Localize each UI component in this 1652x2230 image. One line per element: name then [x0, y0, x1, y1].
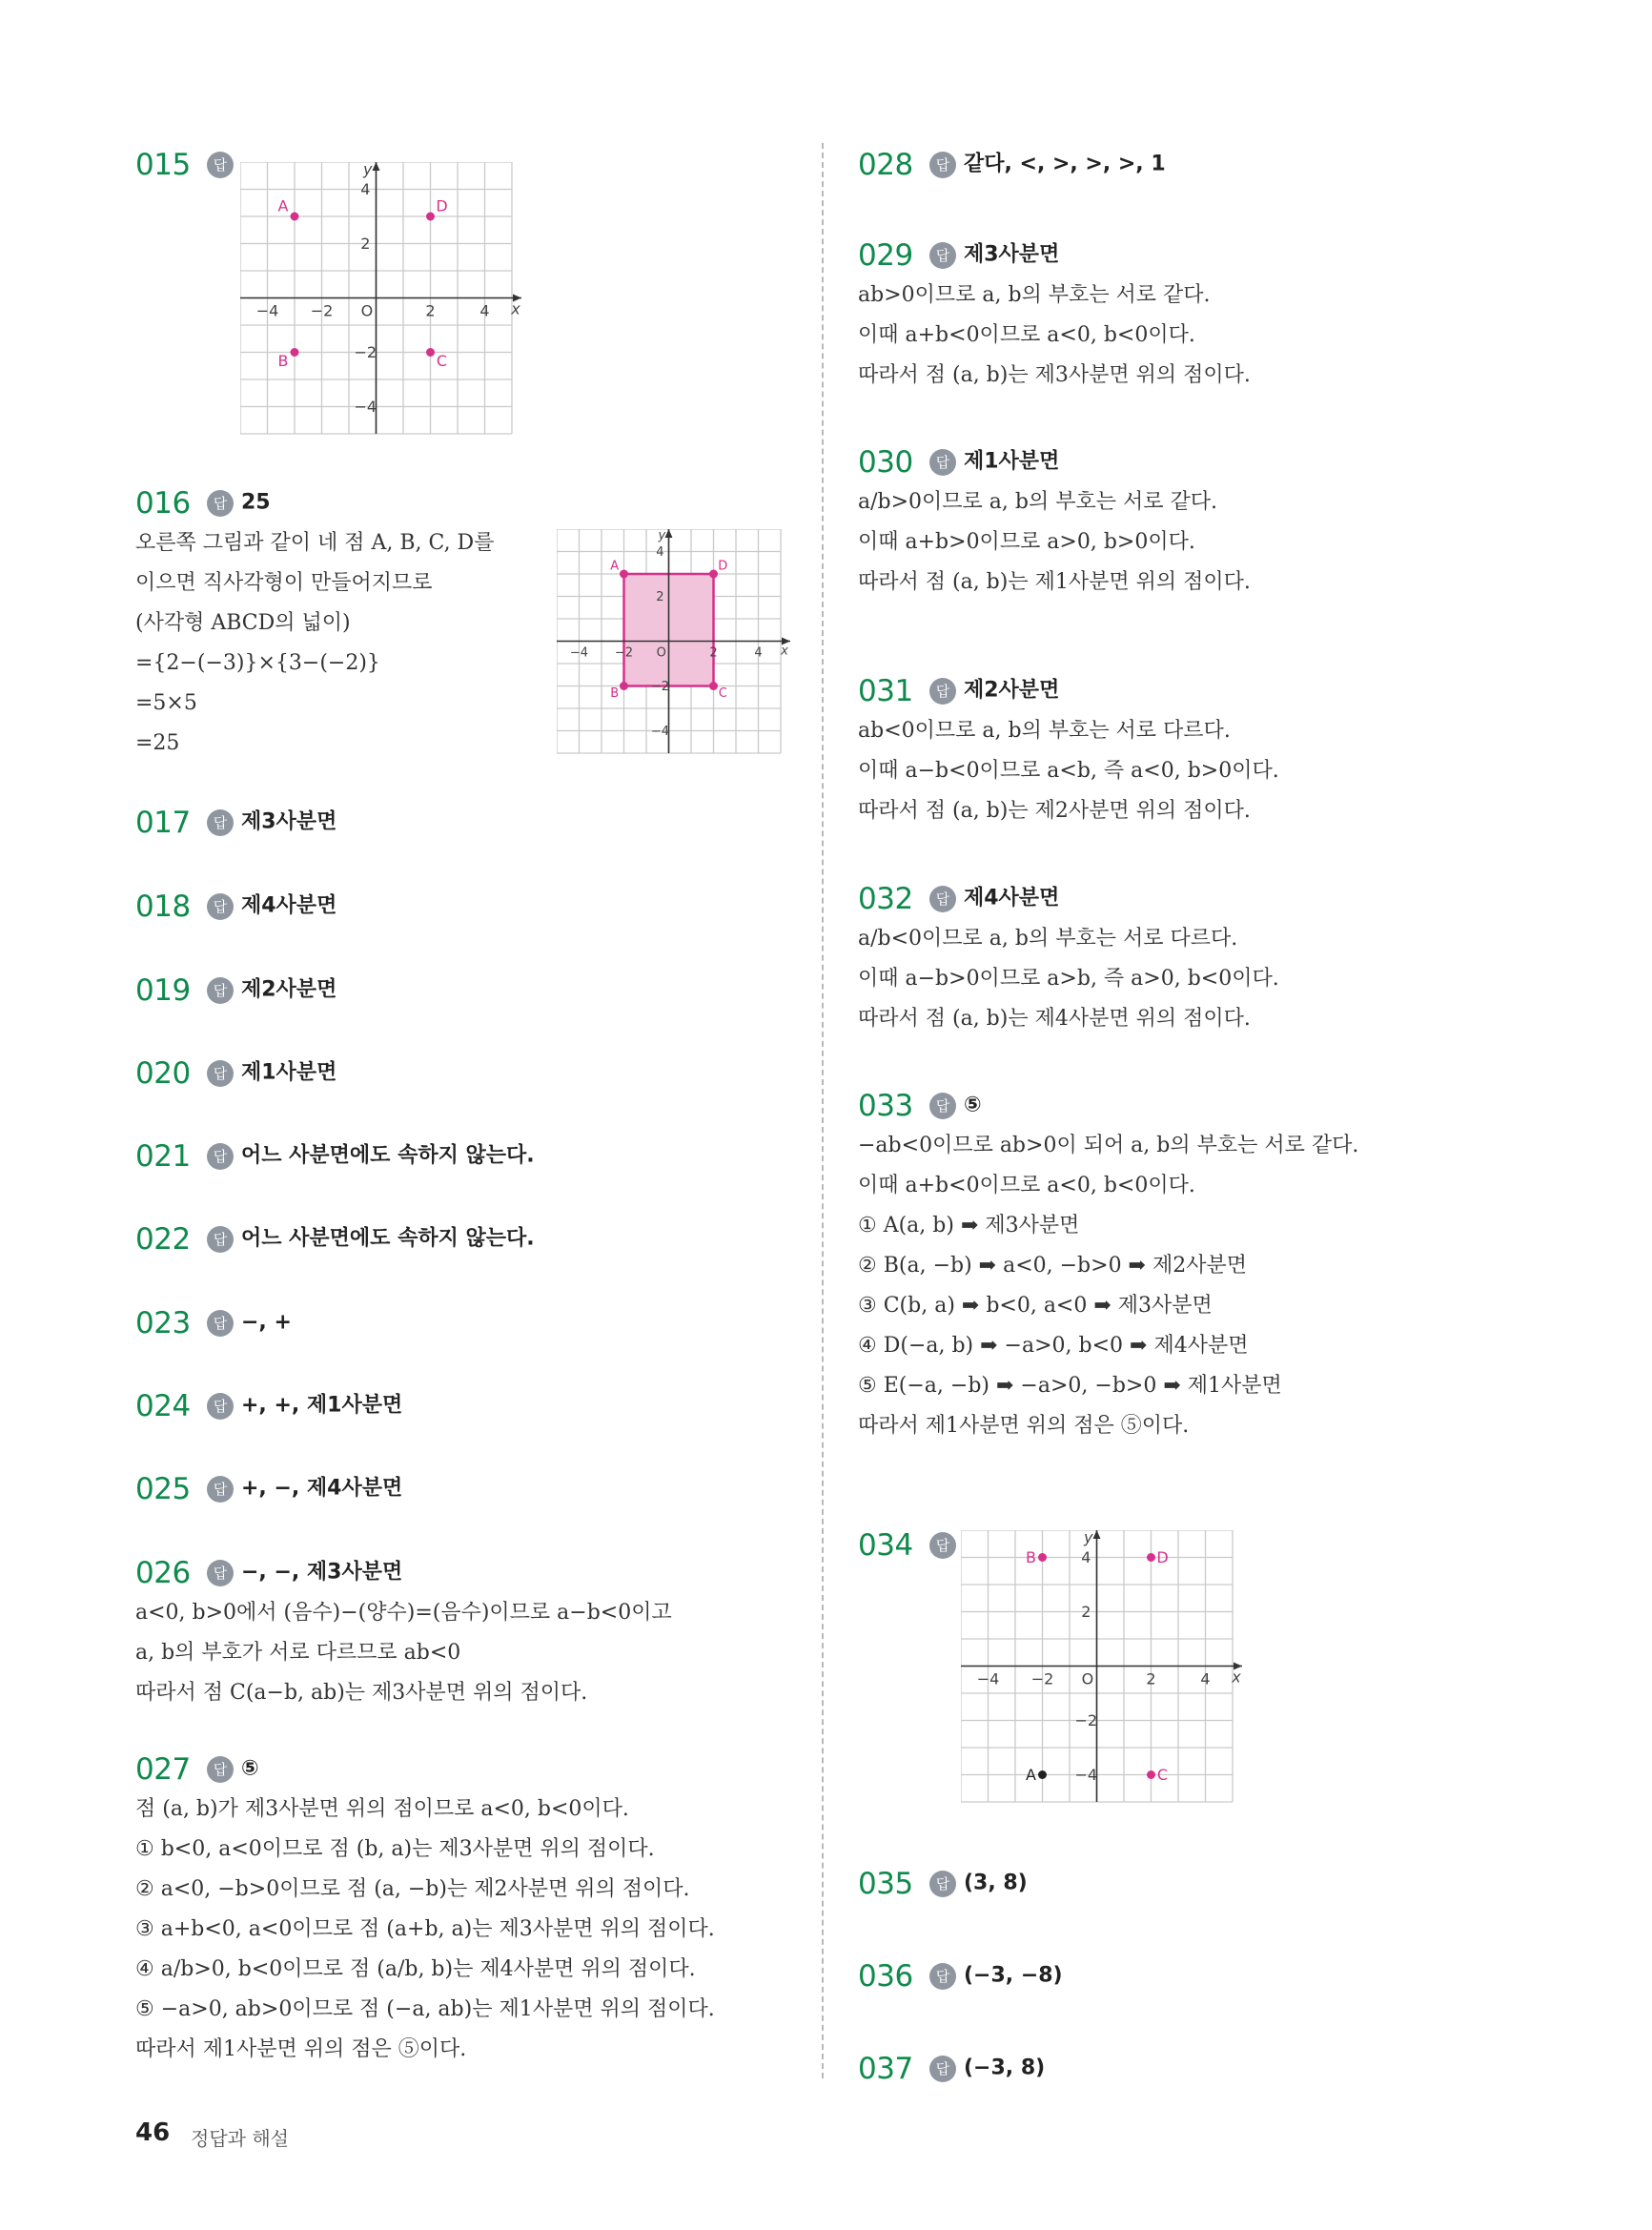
x-tick-label: −4: [255, 301, 279, 320]
problem-number: 019: [135, 972, 191, 1008]
problem-028: [858, 143, 1166, 185]
y-axis-label: y: [362, 162, 373, 178]
answer-badge-icon: 답: [207, 1393, 234, 1420]
x-tick-label: 2: [1146, 1669, 1156, 1688]
x-tick-label: −4: [976, 1669, 1000, 1688]
point-c: [426, 348, 435, 357]
point-c: [1147, 1770, 1155, 1779]
y-tick-label: −4: [1074, 1766, 1098, 1785]
y-axis-arrow-icon: [1093, 1530, 1101, 1539]
point-b: [1038, 1553, 1047, 1562]
problem-number: 025: [135, 1471, 191, 1506]
explanation-line: 점 (a, b)가 제3사분면 위의 점이므로 a<0, b<0이다.: [135, 1797, 629, 1821]
problem-header: [858, 234, 1251, 276]
problem-header: [858, 1524, 964, 1565]
problem-header: [135, 1217, 535, 1259]
problem-number: 028: [858, 147, 913, 182]
problem-header: [135, 1301, 292, 1343]
explanation-line: ② a<0, −b>0이므로 점 (a, −b)는 제2사분면 위의 점이다.: [135, 1877, 690, 1901]
answer-badge-icon: 답: [929, 1963, 956, 1990]
problem-016: [135, 481, 494, 764]
explanation-line: 오른쪽 그림과 같이 네 점 A, B, C, D를: [135, 531, 495, 555]
explanation-line: a/b>0이므로 a, b의 부호는 서로 같다.: [858, 490, 1217, 514]
answer-badge-icon: 답: [929, 678, 956, 705]
problem-number: 027: [135, 1751, 191, 1787]
page-number: 46: [135, 2118, 171, 2147]
explanation-line: 따라서 점 (a, b)는 제3사분면 위의 점이다.: [858, 363, 1251, 387]
answer-text: 제2사분면: [964, 678, 1060, 703]
y-tick-label: −2: [650, 680, 669, 695]
point-a: [1038, 1770, 1047, 1779]
answer-text: 제4사분면: [964, 886, 1060, 910]
problem-number: 020: [135, 1055, 191, 1091]
point-a: [291, 213, 299, 221]
explanation-line: ③ C(b, a) ➡ b<0, a<0 ➡ 제3사분면: [858, 1294, 1213, 1318]
x-tick-label: 2: [425, 301, 436, 320]
problem-number: 035: [858, 1866, 913, 1901]
answer-badge-icon: 답: [929, 1871, 956, 1897]
answer-text: (3, 8): [964, 1871, 1028, 1895]
answer-text: 제3사분면: [241, 809, 337, 834]
explanation-line: ② B(a, −b) ➡ a<0, −b>0 ➡ 제2사분면: [858, 1254, 1247, 1278]
y-tick-label: −4: [354, 398, 377, 417]
x-axis-label: x: [511, 299, 520, 318]
answer-text: 제3사분면: [964, 242, 1060, 267]
answer-text: −, +: [241, 1310, 292, 1335]
x-axis-label: x: [781, 644, 788, 659]
point-label: C: [718, 686, 727, 702]
problem-header: [135, 1748, 715, 1790]
explanation-line: ab<0이므로 a, b의 부호는 서로 다르다.: [858, 719, 1231, 743]
answer-badge-icon: 답: [929, 242, 956, 269]
answer-badge-icon: 답: [207, 893, 234, 920]
problem-031: [858, 669, 1279, 831]
answer-text: (−3, −8): [964, 1963, 1063, 1988]
point-label: C: [1156, 1766, 1169, 1785]
y-tick-label: −4: [650, 725, 669, 740]
answer-text: +, +, 제1사분면: [241, 1393, 403, 1418]
answer-badge-icon: 답: [207, 1560, 234, 1586]
answer-text: 25: [241, 490, 271, 515]
point-label: B: [610, 686, 620, 702]
x-tick-label: 2: [709, 645, 718, 661]
answer-text: (−3, 8): [964, 2056, 1046, 2080]
y-tick-label: −2: [354, 343, 377, 362]
problem-number: 015: [135, 147, 191, 182]
explanation-line: ④ D(−a, b) ➡ −a>0, b<0 ➡ 제4사분면: [858, 1334, 1249, 1358]
problem-header: [135, 801, 337, 843]
x-tick-label: −2: [310, 301, 334, 320]
problem-037: [858, 2047, 1045, 2089]
point-label: A: [1026, 1766, 1036, 1785]
answer-badge-icon: 답: [929, 2056, 956, 2082]
problem-header: [135, 481, 494, 523]
explanation-line: 따라서 제1사분면 위의 점은 ⑤이다.: [135, 2037, 467, 2061]
problem-header: [135, 1551, 672, 1593]
problem-034: [858, 1524, 964, 1565]
problem-number: 031: [858, 673, 913, 708]
y-tick-label: 4: [1081, 1548, 1091, 1567]
answer-badge-icon: 답: [207, 1756, 234, 1783]
problem-033: [858, 1084, 1358, 1446]
explanation-line: 이때 a+b<0이므로 a<0, b<0이다.: [858, 323, 1195, 347]
answer-text: 제1사분면: [241, 1060, 337, 1085]
y-axis-label: y: [1083, 1530, 1093, 1546]
explanation-line: ab>0이므로 a, b의 부호는 서로 같다.: [858, 283, 1211, 307]
answer-badge-icon: 답: [929, 886, 956, 912]
x-tick-label: −2: [614, 645, 634, 661]
coordinate-graph-016: [557, 529, 794, 757]
explanation-line: 따라서 제1사분면 위의 점은 ⑤이다.: [858, 1414, 1190, 1438]
explanation-line: 따라서 점 (a, b)는 제2사분면 위의 점이다.: [858, 799, 1251, 823]
explanation-line: ④ a/b>0, b<0이므로 점 (a/b, b)는 제4사분면 위의 점이다.: [135, 1957, 696, 1981]
point-label: D: [1156, 1548, 1169, 1567]
problem-header: [135, 1467, 402, 1509]
y-tick-label: 2: [360, 235, 371, 254]
problem-header: [858, 2047, 1045, 2089]
y-tick-label: 4: [360, 180, 371, 199]
x-tick-label: 4: [1200, 1669, 1211, 1688]
problem-036: [858, 1954, 1063, 1996]
y-tick-label: 4: [656, 545, 664, 561]
origin-label: O: [360, 301, 374, 320]
problem-header: [858, 1954, 1063, 1996]
origin-label: O: [1081, 1669, 1094, 1688]
answer-text: 제2사분면: [241, 977, 337, 1002]
problem-header: [135, 969, 337, 1011]
answer-badge-icon: 답: [207, 809, 234, 836]
problem-header: [135, 1384, 402, 1426]
problem-number: 021: [135, 1138, 191, 1174]
y-axis-label: y: [658, 529, 666, 543]
problem-024: [135, 1384, 402, 1426]
problem-number: 022: [135, 1221, 191, 1257]
problem-number: 034: [858, 1527, 913, 1563]
problem-header: [858, 1862, 1028, 1904]
answer-text: −, −, 제3사분면: [241, 1560, 403, 1585]
explanation-line: −ab<0이므로 ab>0이 되어 a, b의 부호는 서로 같다.: [858, 1134, 1359, 1157]
problem-header: [858, 669, 1279, 711]
explanation-line: a<0, b>0에서 (음수)−(양수)=(음수)이므로 a−b<0이고: [135, 1601, 672, 1625]
answer-text: 어느 사분면에도 속하지 않는다.: [241, 1143, 535, 1168]
x-tick-label: 4: [754, 645, 763, 661]
coordinate-graph-034: [961, 1530, 1246, 1806]
problem-number: 026: [135, 1555, 191, 1590]
answer-badge-icon: 답: [207, 490, 234, 517]
problem-number: 016: [135, 485, 191, 521]
problem-header: [135, 1135, 535, 1176]
explanation-line: ⑤ −a>0, ab>0이므로 점 (−a, ab)는 제1사분면 위의 점이다.: [135, 1997, 715, 2021]
problem-number: 024: [135, 1388, 191, 1423]
problem-015: [135, 143, 241, 185]
answer-badge-icon: 답: [207, 1476, 234, 1503]
problem-number: 030: [858, 444, 913, 480]
answer-text: +, −, 제4사분면: [241, 1476, 403, 1501]
y-tick-label: −2: [1074, 1711, 1098, 1730]
explanation-line: =5×5: [135, 691, 197, 715]
explanation-line: =25: [135, 731, 180, 755]
point-label: A: [610, 559, 620, 574]
problem-number: 017: [135, 805, 191, 840]
explanation-line: 따라서 점 (a, b)는 제1사분면 위의 점이다.: [858, 570, 1251, 594]
page-label: 정답과 해설: [191, 2127, 289, 2150]
answer-badge-icon: 답: [207, 1310, 234, 1337]
x-axis-label: x: [1232, 1667, 1241, 1687]
explanation-line: 이때 a+b<0이므로 a<0, b<0이다.: [858, 1174, 1195, 1197]
answer-text: 제4사분면: [241, 893, 337, 918]
explanation-line: 따라서 점 (a, b)는 제4사분면 위의 점이다.: [858, 1007, 1251, 1031]
problem-number: 023: [135, 1305, 191, 1340]
answer-text: 제1사분면: [964, 449, 1060, 474]
answer-text: ⑤: [241, 1756, 259, 1781]
column-divider: [822, 143, 824, 2078]
y-tick-label: 2: [1081, 1603, 1091, 1622]
explanation-line: (사각형 ABCD의 넓이): [135, 611, 351, 635]
point-b: [291, 348, 299, 357]
problem-025: [135, 1467, 402, 1509]
point-label: C: [436, 351, 448, 370]
point-label: D: [436, 196, 448, 215]
answer-text: ⑤: [964, 1093, 982, 1117]
explanation-line: 따라서 점 C(a−b, ab)는 제3사분면 위의 점이다.: [135, 1681, 588, 1705]
point-d: [1147, 1553, 1155, 1562]
x-tick-label: −4: [569, 645, 589, 661]
explanation-line: ① b<0, a<0이므로 점 (b, a)는 제3사분면 위의 점이다.: [135, 1837, 655, 1861]
point-a: [620, 570, 628, 579]
problem-number: 033: [858, 1088, 913, 1123]
problem-022: [135, 1217, 535, 1259]
y-axis-arrow-icon: [665, 529, 673, 538]
problem-number: 018: [135, 889, 191, 924]
problem-027: [135, 1748, 715, 2070]
answer-text: 어느 사분면에도 속하지 않는다.: [241, 1226, 535, 1251]
explanation-line: 이때 a−b<0이므로 a<b, 즉 a<0, b>0이다.: [858, 759, 1279, 783]
answer-badge-icon: 답: [929, 1532, 956, 1559]
problem-number: 037: [858, 2051, 913, 2086]
problem-number: 029: [858, 237, 913, 273]
answer-badge-icon: 답: [207, 1226, 234, 1253]
point-label: B: [1026, 1548, 1036, 1567]
problem-header: [858, 143, 1166, 185]
problem-header: [858, 877, 1279, 919]
point-d: [426, 213, 435, 221]
problem-header: [858, 440, 1251, 482]
problem-header: [858, 1084, 1358, 1126]
y-tick-label: 2: [656, 590, 664, 605]
explanation-line: 이때 a+b>0이므로 a>0, b>0이다.: [858, 530, 1195, 554]
explanation-line: a/b<0이므로 a, b의 부호는 서로 다르다.: [858, 927, 1238, 951]
problem-029: [858, 234, 1251, 396]
problem-017: [135, 801, 337, 843]
problem-header: [135, 885, 337, 927]
problem-032: [858, 877, 1279, 1039]
problem-026: [135, 1551, 672, 1713]
explanation-line: ③ a+b<0, a<0이므로 점 (a+b, a)는 제3사분면 위의 점이다.: [135, 1917, 715, 1941]
point-c: [709, 682, 718, 690]
explanation-line: a, b의 부호가 서로 다르므로 ab<0: [135, 1641, 461, 1665]
answer-badge-icon: 답: [207, 152, 234, 178]
answer-badge-icon: 답: [207, 1060, 234, 1087]
point-label: A: [277, 196, 289, 215]
answer-badge-icon: 답: [207, 977, 234, 1004]
y-axis-arrow-icon: [373, 162, 380, 171]
problem-header: [135, 1052, 337, 1094]
problem-number: 032: [858, 881, 913, 916]
x-tick-label: −2: [1030, 1669, 1054, 1688]
x-tick-label: 4: [479, 301, 490, 320]
problem-023: [135, 1301, 292, 1343]
explanation-line: 이때 a−b>0이므로 a>b, 즉 a>0, b<0이다.: [858, 967, 1279, 991]
problem-021: [135, 1135, 535, 1176]
explanation-line: 이으면 직사각형이 만들어지므로: [135, 571, 433, 595]
problem-020: [135, 1052, 337, 1094]
answer-badge-icon: 답: [929, 1093, 956, 1119]
explanation-line: ① A(a, b) ➡ 제3사분면: [858, 1214, 1080, 1238]
point-label: B: [277, 351, 289, 370]
point-label: D: [718, 559, 728, 574]
problem-header: [135, 143, 241, 185]
problem-018: [135, 885, 337, 927]
answer-badge-icon: 답: [207, 1143, 234, 1170]
explanation-line: ={2−(−3)}×{3−(−2)}: [135, 651, 380, 675]
problem-035: [858, 1862, 1028, 1904]
coordinate-graph-015: [240, 162, 525, 438]
answer-badge-icon: 답: [929, 152, 956, 178]
problem-019: [135, 969, 337, 1011]
point-b: [620, 682, 628, 690]
answer-badge-icon: 답: [929, 449, 956, 476]
origin-label: O: [656, 645, 666, 661]
answer-text: 같다, <, >, >, >, 1: [964, 152, 1166, 176]
explanation-line: ⑤ E(−a, −b) ➡ −a>0, −b>0 ➡ 제1사분면: [858, 1374, 1282, 1398]
problem-number: 036: [858, 1958, 913, 1994]
point-d: [709, 570, 718, 579]
problem-030: [858, 440, 1251, 603]
